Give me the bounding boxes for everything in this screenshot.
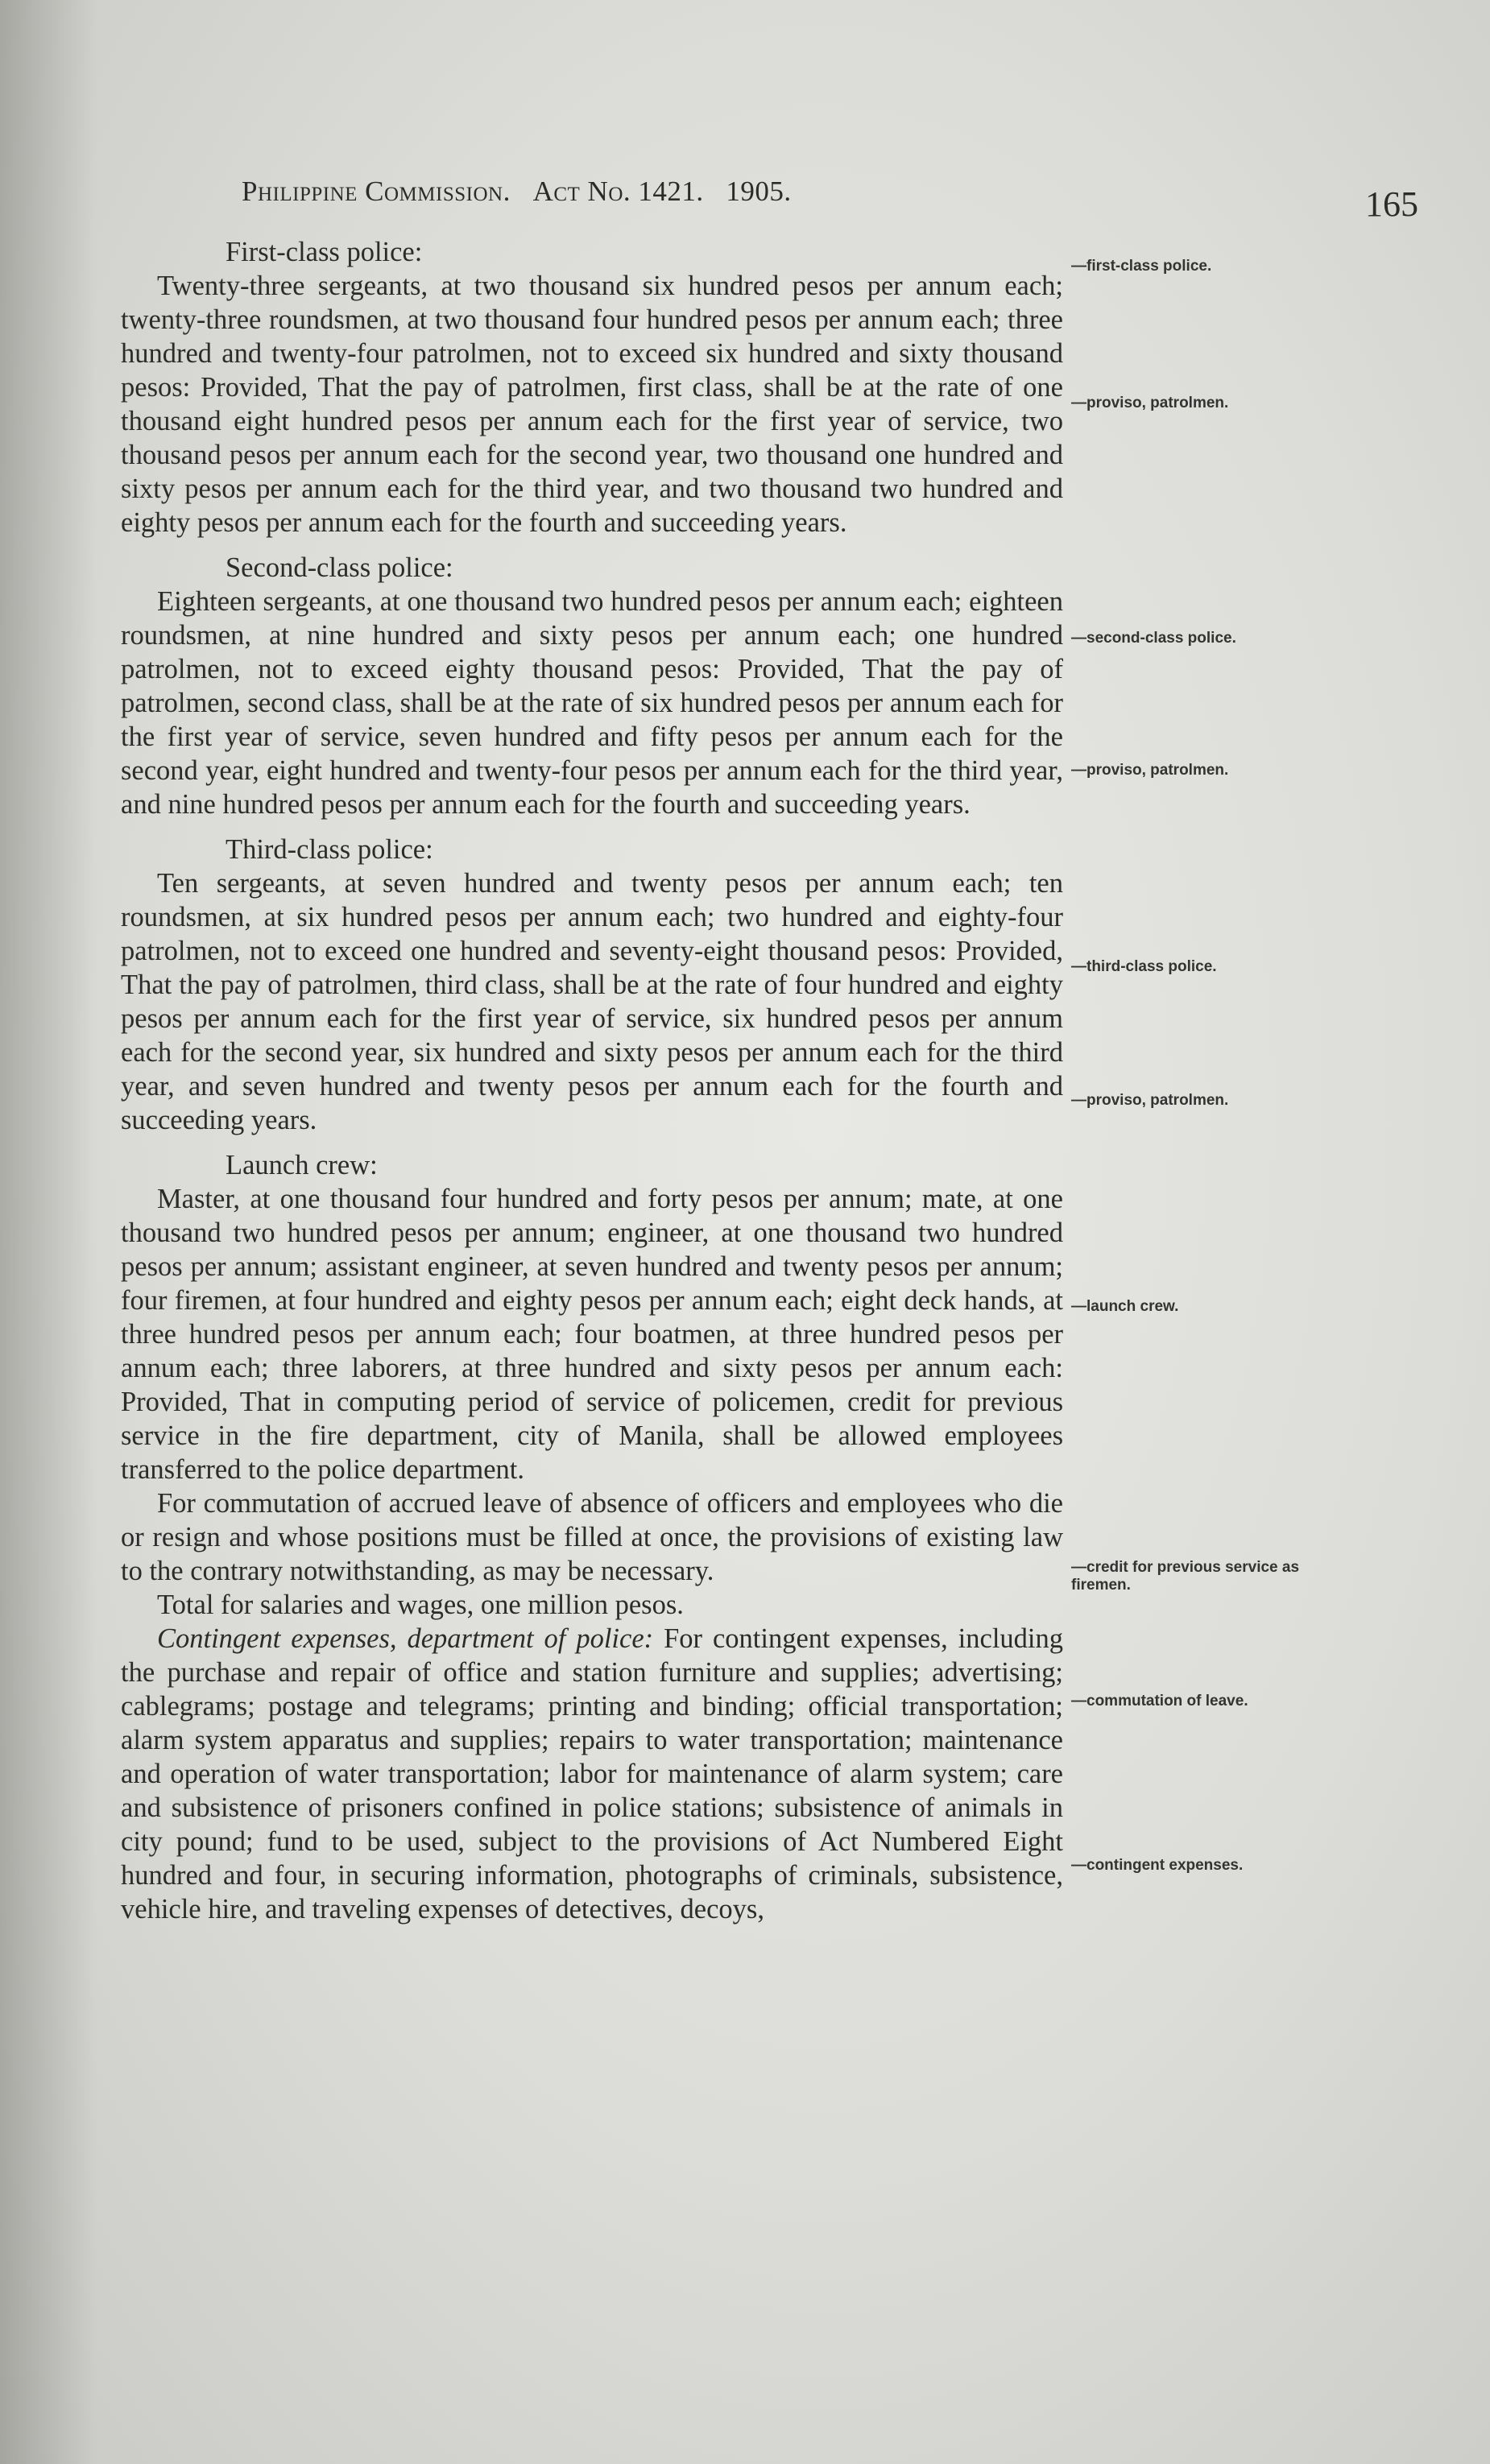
launch-crew-paragraph: Master, at one thousand four hundred and forty pesos per annum; mate, at one thousand two hundred pesos per annum; engineer, at one thousand two hundred pesos per annum; assistant engineer, at seven hundred and twenty pesos per annum; four firemen, at four hundred and eighty pesos per annum each; eight deck hands, at three hundred pesos per annum each; four boatmen, at three hundred pesos per annum each; three laborers, at three hundred and sixty pesos per annum each: Provided, That in computing period of service of policemen, credit for previous service in the fire department, city of Manila, shall be allowed employees transferred to the police department. [121,1184,1063,1485]
margin-note-proviso-3: —proviso, patrolmen. [1071,1092,1229,1109]
page-body [121,235,1063,1926]
contingent-heading: Contingent expenses, department of police: [157,1623,654,1654]
contingent-body: For contingent expenses, including the purchase and repair of office and station furniture and supplies; advertising; cablegrams; postage and telegrams; printing and binding; official transportation; alarm system apparatus and supplies; repairs to water transportation; maintenance and operation of water transportation; labor for maintenance of alarm system; care and subsistence of prisoners confined in police stations; subsistence of animals in city pound; fund to be used, subject to the provisions of Act Numbered Eight hundred and four, in securing information, photographs of criminals, subsistence, vehicle hire, and traveling expenses of detectives, decoys, [121,1623,1063,1924]
margin-note-contingent: —contingent expenses. [1071,1857,1244,1874]
page-shadow [0,0,97,2464]
third-class-heading: Third-class police: [226,834,433,865]
first-class-heading: First-class police: [226,237,423,267]
contingent-paragraph [121,1622,1063,1926]
header-act: Act No. 1421. [532,176,704,207]
margin-note-launch-crew: —launch crew. [1071,1298,1179,1315]
second-class-heading: Second-class police: [226,552,453,583]
header-year: 1905. [726,176,792,207]
margin-note-proviso-1: —proviso, patrolmen. [1071,395,1229,411]
margin-note-credit: —credit for previous service as firemen. [1071,1559,1300,1594]
total-paragraph: Total for salaries and wages, one million pesos. [157,1590,684,1620]
margin-note-proviso-2: —proviso, patrolmen. [1071,762,1229,779]
margin-note-third-class: —third-class police. [1071,958,1217,975]
commutation-paragraph: For commutation of accrued leave of absence of officers and employees who die or resign and whose positions must be filled at once, the provisions of existing law to the contrary notwithstanding, as may be necessary. [121,1488,1063,1586]
margin-note-second-class: —second-class police. [1071,630,1236,647]
header-commission: Philippine Commission. [242,176,511,207]
margin-note-commutation: —commutation of leave. [1071,1693,1248,1710]
page-number: 165 [1365,184,1418,224]
running-header [242,176,950,208]
launch-crew-heading: Launch crew: [226,1150,378,1180]
third-class-paragraph: Ten sergeants, at seven hundred and twenty pesos per annum each; ten roundsmen, at six hundred pesos per annum each; two hundred and eighty-four patrolmen, not to exceed one hundred and seventy-eight thousand pesos: Provided, That the pay of patrolmen, third class, shall be at the rate of four hundred and eighty pesos per annum each for the first year of service, six hundred pesos per annum each for the second year, six hundred and sixty pesos per annum each for the third year, and seven hundred and twenty pesos per annum each for the fourth and succeeding years. [121,868,1063,1135]
margin-note-first-class: —first-class police. [1071,258,1212,275]
second-class-paragraph: Eighteen sergeants, at one thousand two hundred pesos per annum each; eighteen roundsmen, at nine hundred and sixty pesos per annum each; one hundred patrolmen, not to exceed eighty thousand pesos: Provided, That the pay of patrolmen, second class, shall be at the rate of six hundred pesos per annum each for the first year of service, seven hundred and fifty pesos per annum each for the second year, eight hundred and twenty-four pesos per annum each for the third year, and nine hundred pesos per annum each for the fourth and succeeding years. [121,586,1063,820]
first-class-paragraph: Twenty-three sergeants, at two thousand six hundred pesos per annum each; twenty-three roundsmen, at two thousand four hundred pesos per annum each; three hundred and twenty-four patrolmen, not to exceed six hundred and sixty thousand pesos: Provided, That the pay of patrolmen, first class, shall be at the rate of one thousand eight hundred pesos per annum each for the first year of service, two thousand pesos per annum each for the second year, two thousand one hundred and sixty pesos per annum each for the third year, and two thousand two hundred and eighty pesos per annum each for the fourth and succeeding years. [121,271,1063,538]
